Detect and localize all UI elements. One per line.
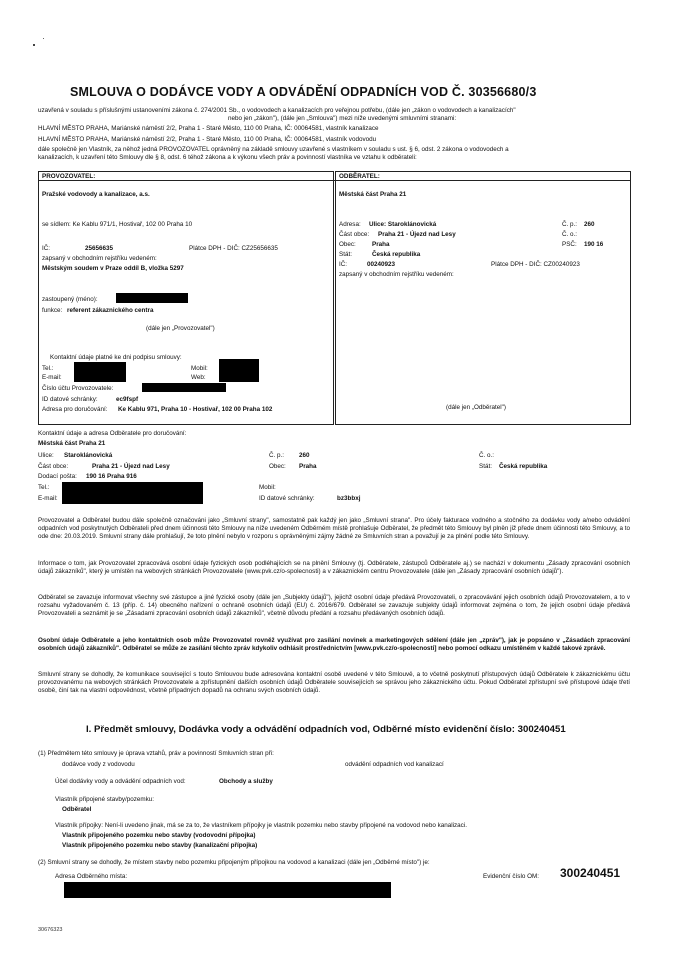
intro-line: uzavřená v souladu s příslušnými ustanoveními zákona č. 274/2001 Sb., o vodovodech a kanalizacích pro veřejnou potřebu, (dále jen „zákon o vodovodech a kanalizacích" — [38, 107, 516, 114]
paragraph: Smluvní strany se dohodly, že komunikace související s touto Smlouvou bude adresována kontaktní osobě uvedené v této Smlouvě, a to včetně poskytnutí přístupových údajů Odběratele k zákaznickému účtu provozovanému na webových stránkách Provozovatele a zpřístupnění dalších osobních údajů Odběratele souvisejících se správou jeho zákaznického účtu. Pokud Odběratel zpřístupní své přístupové údaje třetí osobě, činí tak na vlastní odpovědnost, včetně případných dopadů na ochranu svých osobních údajů. — [38, 671, 630, 695]
provozovatel-name: Pražské vodovody a kanalizace, a.s. — [42, 191, 150, 198]
provozovatel-delivery-label: Adresa pro doručování: — [42, 406, 108, 413]
paragraph: Informace o tom, jak Provozovatel zpracovává osobní údaje fyzických osob podléhajících se na plnění Smlouvy (tj. Odběratele, zástupců Odběratele aj.) se nachází v dokumentu „Zásady zpracování osobních údajů zákazníků", který je umístěn na webových stránkách Provozovatele (www.pvk.cz/o-spolecnosti) a v zákaznickém centru Provozovatele (dále jen „Zásady zpracování osobních údajů"). — [38, 560, 630, 576]
delivery-obec: Praha — [299, 463, 317, 470]
intro-line: dále společně jen Vlastník, za něhož jedná PROVOZOVATEL oprávněný na základě smlouvy uzavřené s vlastníkem v souladu s ust. § 6, odst. 2 zákona o vodovodech a — [38, 146, 509, 153]
redacted-consumption-point-address — [64, 882, 391, 898]
clause-1: (1) Předmětem této smlouvy je úprava vztahů, práv a povinností Smluvních stran při: — [38, 750, 274, 757]
provozovatel-delivery: Ke Kablu 971, Praha 10 - Hostivař, 102 00 Praha 102 — [118, 406, 273, 413]
delivery-name: Městská část Praha 21 — [38, 440, 106, 447]
provozovatel-dale: (dále jen „Provozovatel") — [146, 325, 215, 332]
redacted-account — [142, 383, 226, 392]
provozovatel-ico-label: IČ: — [42, 245, 51, 252]
odberatel-dic: Plátce DPH - DIČ: CZ00240923 — [491, 261, 580, 268]
delivery-posta: 190 16 Praha 916 — [86, 473, 137, 480]
clause-2: (2) Smluvní strany se dohodly, že místem stavby nebo pozemku připojeným přípojkou na vodovod a kanalizaci (dále jen „Odběrné místo") je: — [38, 859, 430, 866]
delivery-cp: 260 — [299, 452, 310, 459]
scan-speck — [33, 44, 35, 46]
paragraph: Provozovatel a Odběratel budou dále společně označováni jako „Smluvní strany", samostatně pak každý jen jako „Smluvní strana". Pro účely fakturace vodného a stočného za dodávku vody a/nebo odvádění odpadních vod poskytnutých Odběrateli před dnem účinnosti této Smlouvy na níže uvedeném Odběrném místě prohlašuje Odběratel, že předmět této Smlouvy byl plněn již přede dnem účinnosti této Smlouvy, a to ode dne: 20.03.2019. Smluvní strany dále prohlašují, že toto plnění nebylo v rozporu s oprávněnými zájmy žádné ze Smluvních stran a považují je za plnění podle této Smlouvy. — [38, 517, 630, 541]
odberatel-obec: Praha — [372, 241, 390, 248]
provozovatel-dic: Plátce DPH - DIČ: CZ25656635 — [189, 245, 278, 252]
provozovatel-ds: ec9fspf — [116, 396, 139, 403]
redacted-tel-email — [74, 362, 126, 382]
evidence-number-label: Evidenční číslo OM: — [483, 873, 539, 880]
odberatel-ulice: Ulice: Staroklánovická — [369, 221, 437, 228]
building-owner-value: Odběratel — [62, 806, 92, 813]
delivery-obec-label: Obec: — [269, 463, 286, 470]
provozovatel-account-label: Číslo účtu Provozovatele: — [42, 385, 114, 392]
sewer-connection-owner: Vlastník připojeného pozemku nebo stavby (kanalizační přípojka) — [62, 842, 258, 849]
clause-1-water-supply: dodávce vody z vodovodu — [62, 761, 135, 768]
connection-owner-label: Vlastník přípojky: Není-li uvedeno jinak, má se za to, že vlastníkem přípojky je vlastník pozemku nebo stavby připojené na vodovod nebo kanalizaci. — [55, 822, 467, 829]
odberatel-registry-label: zapsaný v obchodním rejstříku vedeném: — [339, 271, 454, 278]
odberatel-ico: 00240923 — [367, 261, 396, 268]
provozovatel-rep-label: zastoupený (méno): — [42, 296, 98, 303]
delivery-ds-label: ID datové schránky: — [259, 495, 315, 502]
delivery-ds: bz3bbxj — [337, 495, 361, 502]
page-title: SMLOUVA O DODÁVCE VODY A ODVÁDĚNÍ ODPADNÍCH VOD Č. 30356680/3 — [70, 85, 537, 99]
provozovatel-mobil-label: Mobil: — [191, 365, 208, 372]
water-connection-owner: Vlastník připojeného pozemku nebo stavby (vodovodní přípojka) — [62, 832, 256, 839]
odberatel-box — [335, 171, 631, 425]
odberatel-psc: 190 16 — [584, 241, 604, 248]
redacted-delivery-contact — [62, 482, 203, 504]
intro-line: nebo jen „zákon"), (dále jen „Smlouva") mezi níže uvedenými smluvními stranami: — [228, 115, 457, 122]
delivery-stat: Česká republika — [499, 463, 548, 470]
delivery-cp-label: Č. p.: — [269, 452, 285, 459]
provozovatel-address: se sídlem: Ke Kablu 971/1, Hostivař, 102 00 Praha 10 — [42, 221, 193, 228]
provozovatel-header: PROVOZOVATEL: — [42, 173, 96, 180]
odberatel-stat: Česká republika — [372, 251, 421, 258]
intro-line: HLAVNÍ MĚSTO PRAHA, Mariánské náměstí 2/2, Praha 1 - Staré Město, 110 00 Praha, IČ: 00064581, vlastník kanalizace — [38, 125, 379, 132]
delivery-mobil-label: Mobil: — [259, 484, 276, 491]
consumption-point-address-label: Adresa Odběrného místa: — [55, 873, 128, 880]
odberatel-obec-label: Obec: — [339, 241, 356, 248]
delivery-ulice: Staroklánovická — [64, 452, 113, 459]
provozovatel-ico: 25656635 — [85, 245, 114, 252]
provozovatel-tel-label: Tel.: — [42, 365, 54, 372]
provozovatel-function: referent zákaznického centra — [67, 307, 154, 314]
odberatel-header: ODBĚRATEL: — [339, 173, 380, 180]
intro-line: kanalizacích, k uzavření této Smlouvy dle § 8, odst. 6 téhož zákona a k výkonu všech práv a povinností vlastníka ve vztahu k odběrateli: — [38, 154, 417, 161]
odberatel-adresa-label: Adresa: — [339, 221, 361, 228]
purpose-label: Účel dodávky vody a odvádění odpadních vod: — [55, 778, 186, 785]
provozovatel-ds-label: ID datové schránky: — [42, 396, 98, 403]
delivery-cast: Praha 21 - Újezd nad Lesy — [92, 463, 170, 470]
odberatel-ico-label: IČ: — [339, 261, 348, 268]
odberatel-cast-label: Část obce: — [339, 231, 370, 238]
delivery-contact-label: Kontaktní údaje a adresa Odběratele pro doručování: — [38, 430, 187, 437]
provozovatel-registry-label: zapsaný v obchodním rejstříku vedeném: — [42, 255, 157, 262]
delivery-posta-label: Dodací pošta: — [38, 473, 77, 480]
provozovatel-registry: Městským soudem v Praze oddíl B, vložka 5297 — [42, 265, 184, 272]
section-title: I. Předmět smlouvy, Dodávka vody a odvádění odpadních vod, Odběrné místo evidenční číslo: 300240451 — [86, 724, 566, 735]
odberatel-name: Městská část Praha 21 — [339, 191, 407, 198]
provozovatel-contact-label: Kontaktní údaje platné ke dni podpisu smlouvy: — [50, 354, 182, 361]
scan-speck — [43, 38, 44, 39]
delivery-co-label: Č. o.: — [479, 452, 495, 459]
footer-code: 30676323 — [38, 927, 63, 933]
odberatel-co-label: Č. o.: — [562, 231, 578, 238]
odberatel-psc-label: PSČ: — [562, 241, 577, 248]
odberatel-cast: Praha 21 - Újezd nad Lesy — [378, 231, 456, 238]
box-header-rule — [38, 180, 630, 181]
delivery-ulice-label: Ulice: — [38, 452, 54, 459]
delivery-email-label: E-mail: — [38, 495, 58, 502]
redacted-representative — [116, 293, 188, 303]
odberatel-cp: 260 — [584, 221, 595, 228]
odberatel-dale: (dále jen „Odběratel") — [446, 404, 506, 411]
provozovatel-email-label: E-mail: — [42, 374, 62, 381]
purpose-value: Obchody a služby — [219, 778, 273, 785]
delivery-cast-label: Část obce: — [38, 463, 69, 470]
paragraph: Odběratel se zavazuje informovat všechny své zástupce a jiné fyzické osoby (dále jen „Subjekty údajů"), jejichž osobní údaje předává Provozovateli, o zpracovávání jejich osobních údajů Provozovatelem, a to v rozsahu vyžadovaném č. 13 (příp. č. 14) obecného nařízení o ochraně osobních údajů (EU) č. 2016/679. Odběratel se zavazuje subjekty údajů informovat zejména o tom, že jejich osobní údaje předává Provozovateli a seznámit je se „Zásadami zpracování osobních údajů zákazníků", včetně důvodu předání a rozsahu předávaných osobních údajů. — [38, 594, 630, 618]
delivery-stat-label: Stát: — [479, 463, 492, 470]
odberatel-stat-label: Stát: — [339, 251, 352, 258]
clause-1-waste-water: odvádění odpadních vod kanalizací — [345, 761, 444, 768]
intro-line: HLAVNÍ MĚSTO PRAHA, Mariánské náměstí 2/2, Praha 1 - Staré Město, 110 00 Praha, IČ: 00064581, vlastník vodovodu — [38, 136, 377, 143]
redacted-mobil-web — [219, 359, 259, 382]
evidence-number: 300240451 — [560, 866, 621, 880]
provozovatel-function-label: funkce: — [42, 307, 63, 314]
building-owner-label: Vlastník připojené stavby/pozemku: — [55, 796, 155, 803]
provozovatel-web-label: Web: — [191, 374, 206, 381]
odberatel-cp-label: Č. p.: — [562, 221, 578, 228]
paragraph: Osobní údaje Odběratele a jeho kontaktních osob může Provozovatel rovněž využívat pro zasílání novinek a marketingových sdělení (dále jen „zpráv"), jak je popsáno v „Zásadách zpracování osobních údajů zákazníků". Odběratel se může ze zasílání těchto zpráv kdykoliv odhlásit prostřednictvím [www.pvk.cz/o-spolecnosti] nebo pomocí odkazu umístěném v každé takové zprávě. — [38, 637, 630, 653]
delivery-tel-label: Tel.: — [38, 484, 50, 491]
